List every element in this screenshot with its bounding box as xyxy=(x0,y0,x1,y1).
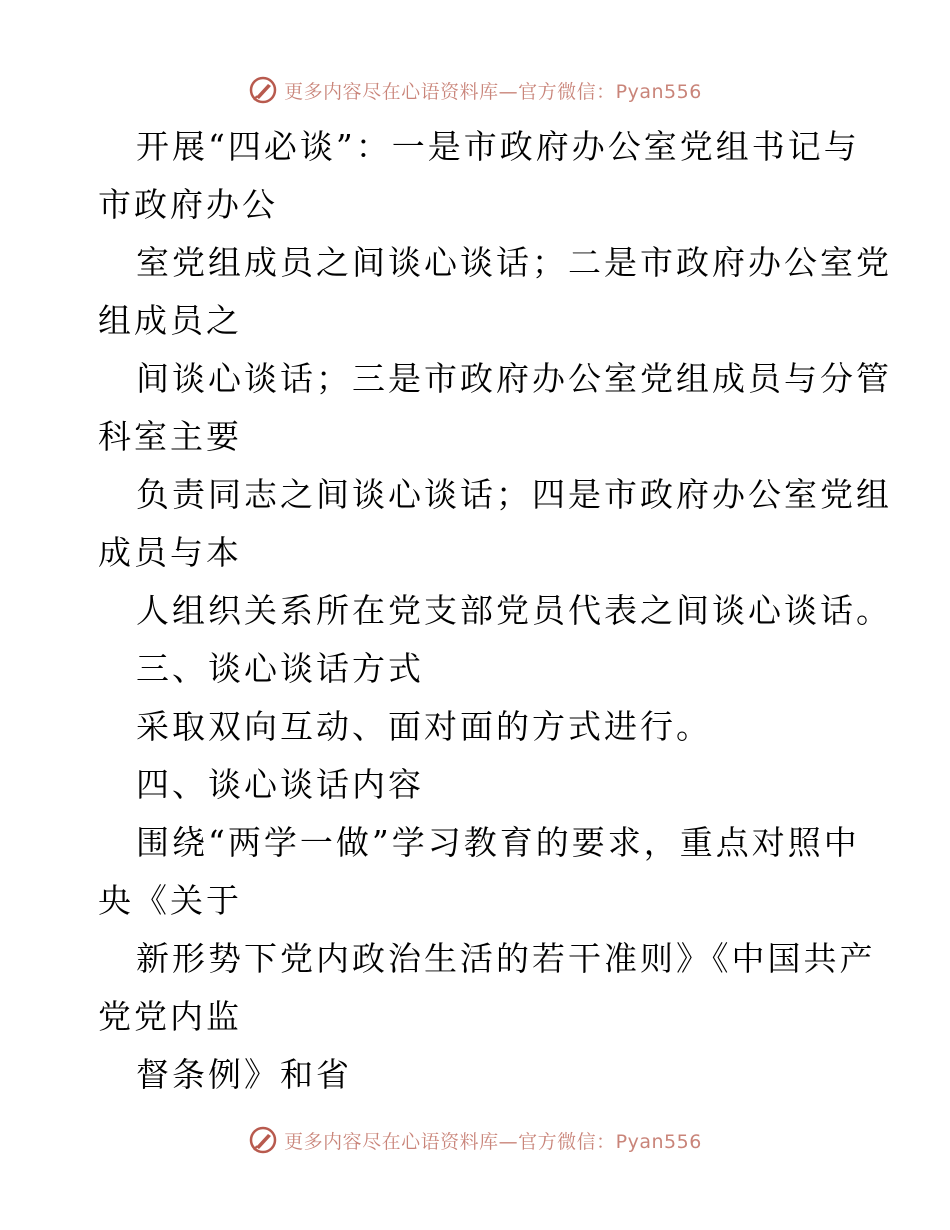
text-line: 市政府办公 xyxy=(98,185,278,224)
header-watermark xyxy=(0,70,950,110)
footer-watermark xyxy=(0,1120,950,1160)
quill-circle-icon xyxy=(248,1125,278,1155)
document-body xyxy=(98,118,892,1104)
text-line: 开展“四必谈”：一是市政府办公室党组书记与 xyxy=(136,127,860,166)
text-line: 组成员之 xyxy=(98,301,242,340)
text-line: 间谈心谈话；三是市政府办公室党组成员与分管 xyxy=(136,359,892,398)
text-line: 党党内监 xyxy=(98,997,242,1036)
text-line: 央《关于 xyxy=(98,881,242,920)
text-line: 负责同志之间谈心谈话；四是市政府办公室党组 xyxy=(136,475,892,514)
text-line: 成员与本 xyxy=(98,533,242,572)
text-line: 新形势下党内政治生活的若干准则》《中国共产 xyxy=(136,939,876,978)
text-line: 采取双向互动、面对面的方式进行。 xyxy=(136,707,712,746)
header-watermark-text: 更多内容尽在心语资料库—官方微信：Pyan556 xyxy=(284,80,702,103)
text-line: 督条例》和省 xyxy=(136,1055,352,1094)
quill-circle-icon xyxy=(248,75,278,105)
text-line: 四、谈心谈话内容 xyxy=(136,765,424,804)
text-line: 围绕“两学一做”学习教育的要求，重点对照中 xyxy=(136,823,860,862)
text-line: 人组织关系所在党支部党员代表之间谈心谈话。 xyxy=(136,591,892,630)
footer-watermark-text: 更多内容尽在心语资料库—官方微信：Pyan556 xyxy=(284,1130,702,1153)
text-line: 室党组成员之间谈心谈话；二是市政府办公室党 xyxy=(136,243,892,282)
text-line: 科室主要 xyxy=(98,417,242,456)
text-line: 三、谈心谈话方式 xyxy=(136,649,424,688)
